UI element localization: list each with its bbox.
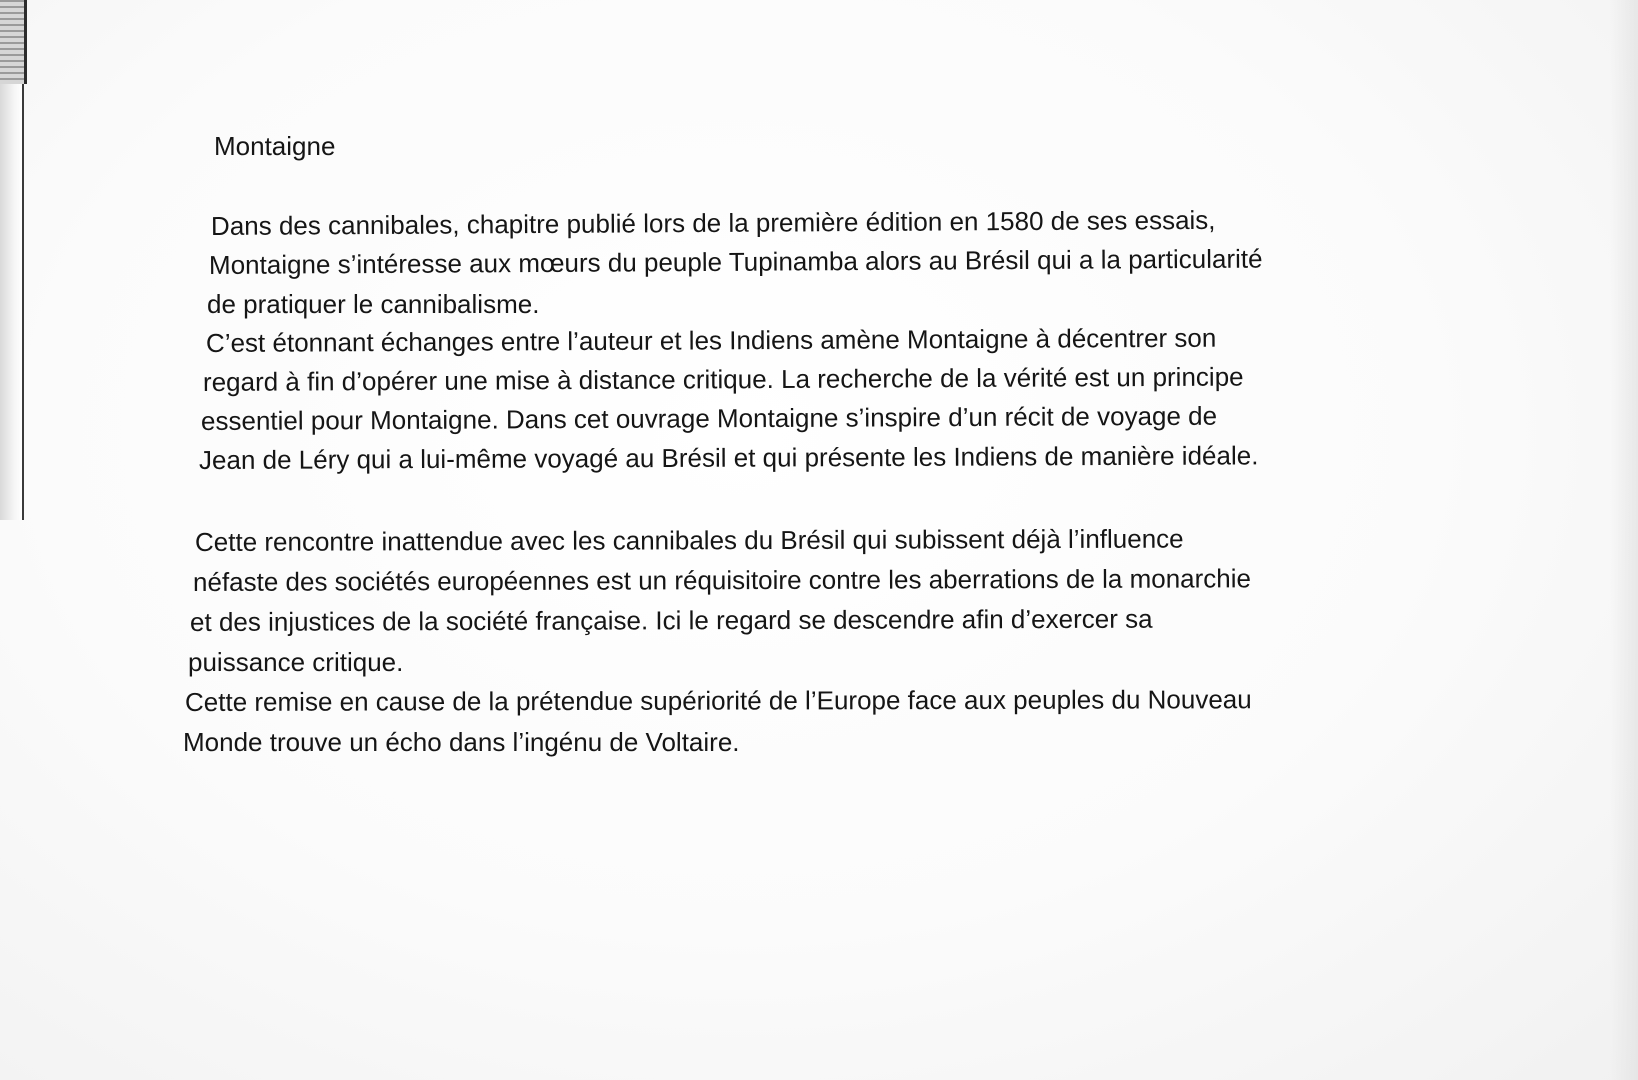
paragraph-line: Montaigne s’intéresse aux mœurs du peuple Tupinamba alors au Brésil qui a la particularité xyxy=(208,243,1263,280)
paragraph-line: néfaste des sociétés européennes est un réquisitoire contre les aberrations de la monarchie xyxy=(192,563,1252,597)
paragraph-line: de pratiquer le cannibalisme. xyxy=(207,289,540,319)
paragraph-line: regard à fin d’opérer une mise à distance critique. La recherche de la vérité est un principe xyxy=(202,361,1244,397)
paragraph-line: C’est étonnant échanges entre l’auteur et les Indiens amène Montaigne à décentrer son xyxy=(205,322,1217,358)
paragraph-line: et des injustices de la société française. Ici le regard se descendre afin d’exercer sa xyxy=(189,603,1153,637)
document-title: Montaigne xyxy=(214,131,336,161)
paragraph-line: Jean de Léry qui a lui-même voyagé au Brésil et qui présente les Indiens de manière idéale. xyxy=(198,440,1259,475)
paragraph-line: essentiel pour Montaigne. Dans cet ouvrage Montaigne s’inspire d’un récit de voyage de xyxy=(200,400,1218,436)
paragraph-line: Dans des cannibales, chapitre publié lors de la première édition en 1580 de ses essais, xyxy=(210,204,1216,241)
paragraph-line: puissance critique. xyxy=(188,647,404,677)
paragraph-line: Cette remise en cause de la prétendue supériorité de l’Europe face aux peuples du Nouveau xyxy=(184,684,1252,717)
paragraph-line: Cette rencontre inattendue avec les cannibales du Brésil qui subissent déjà l’influence xyxy=(194,523,1184,557)
paragraph-line: Monde trouve un écho dans l’ingénu de Voltaire. xyxy=(183,727,740,757)
